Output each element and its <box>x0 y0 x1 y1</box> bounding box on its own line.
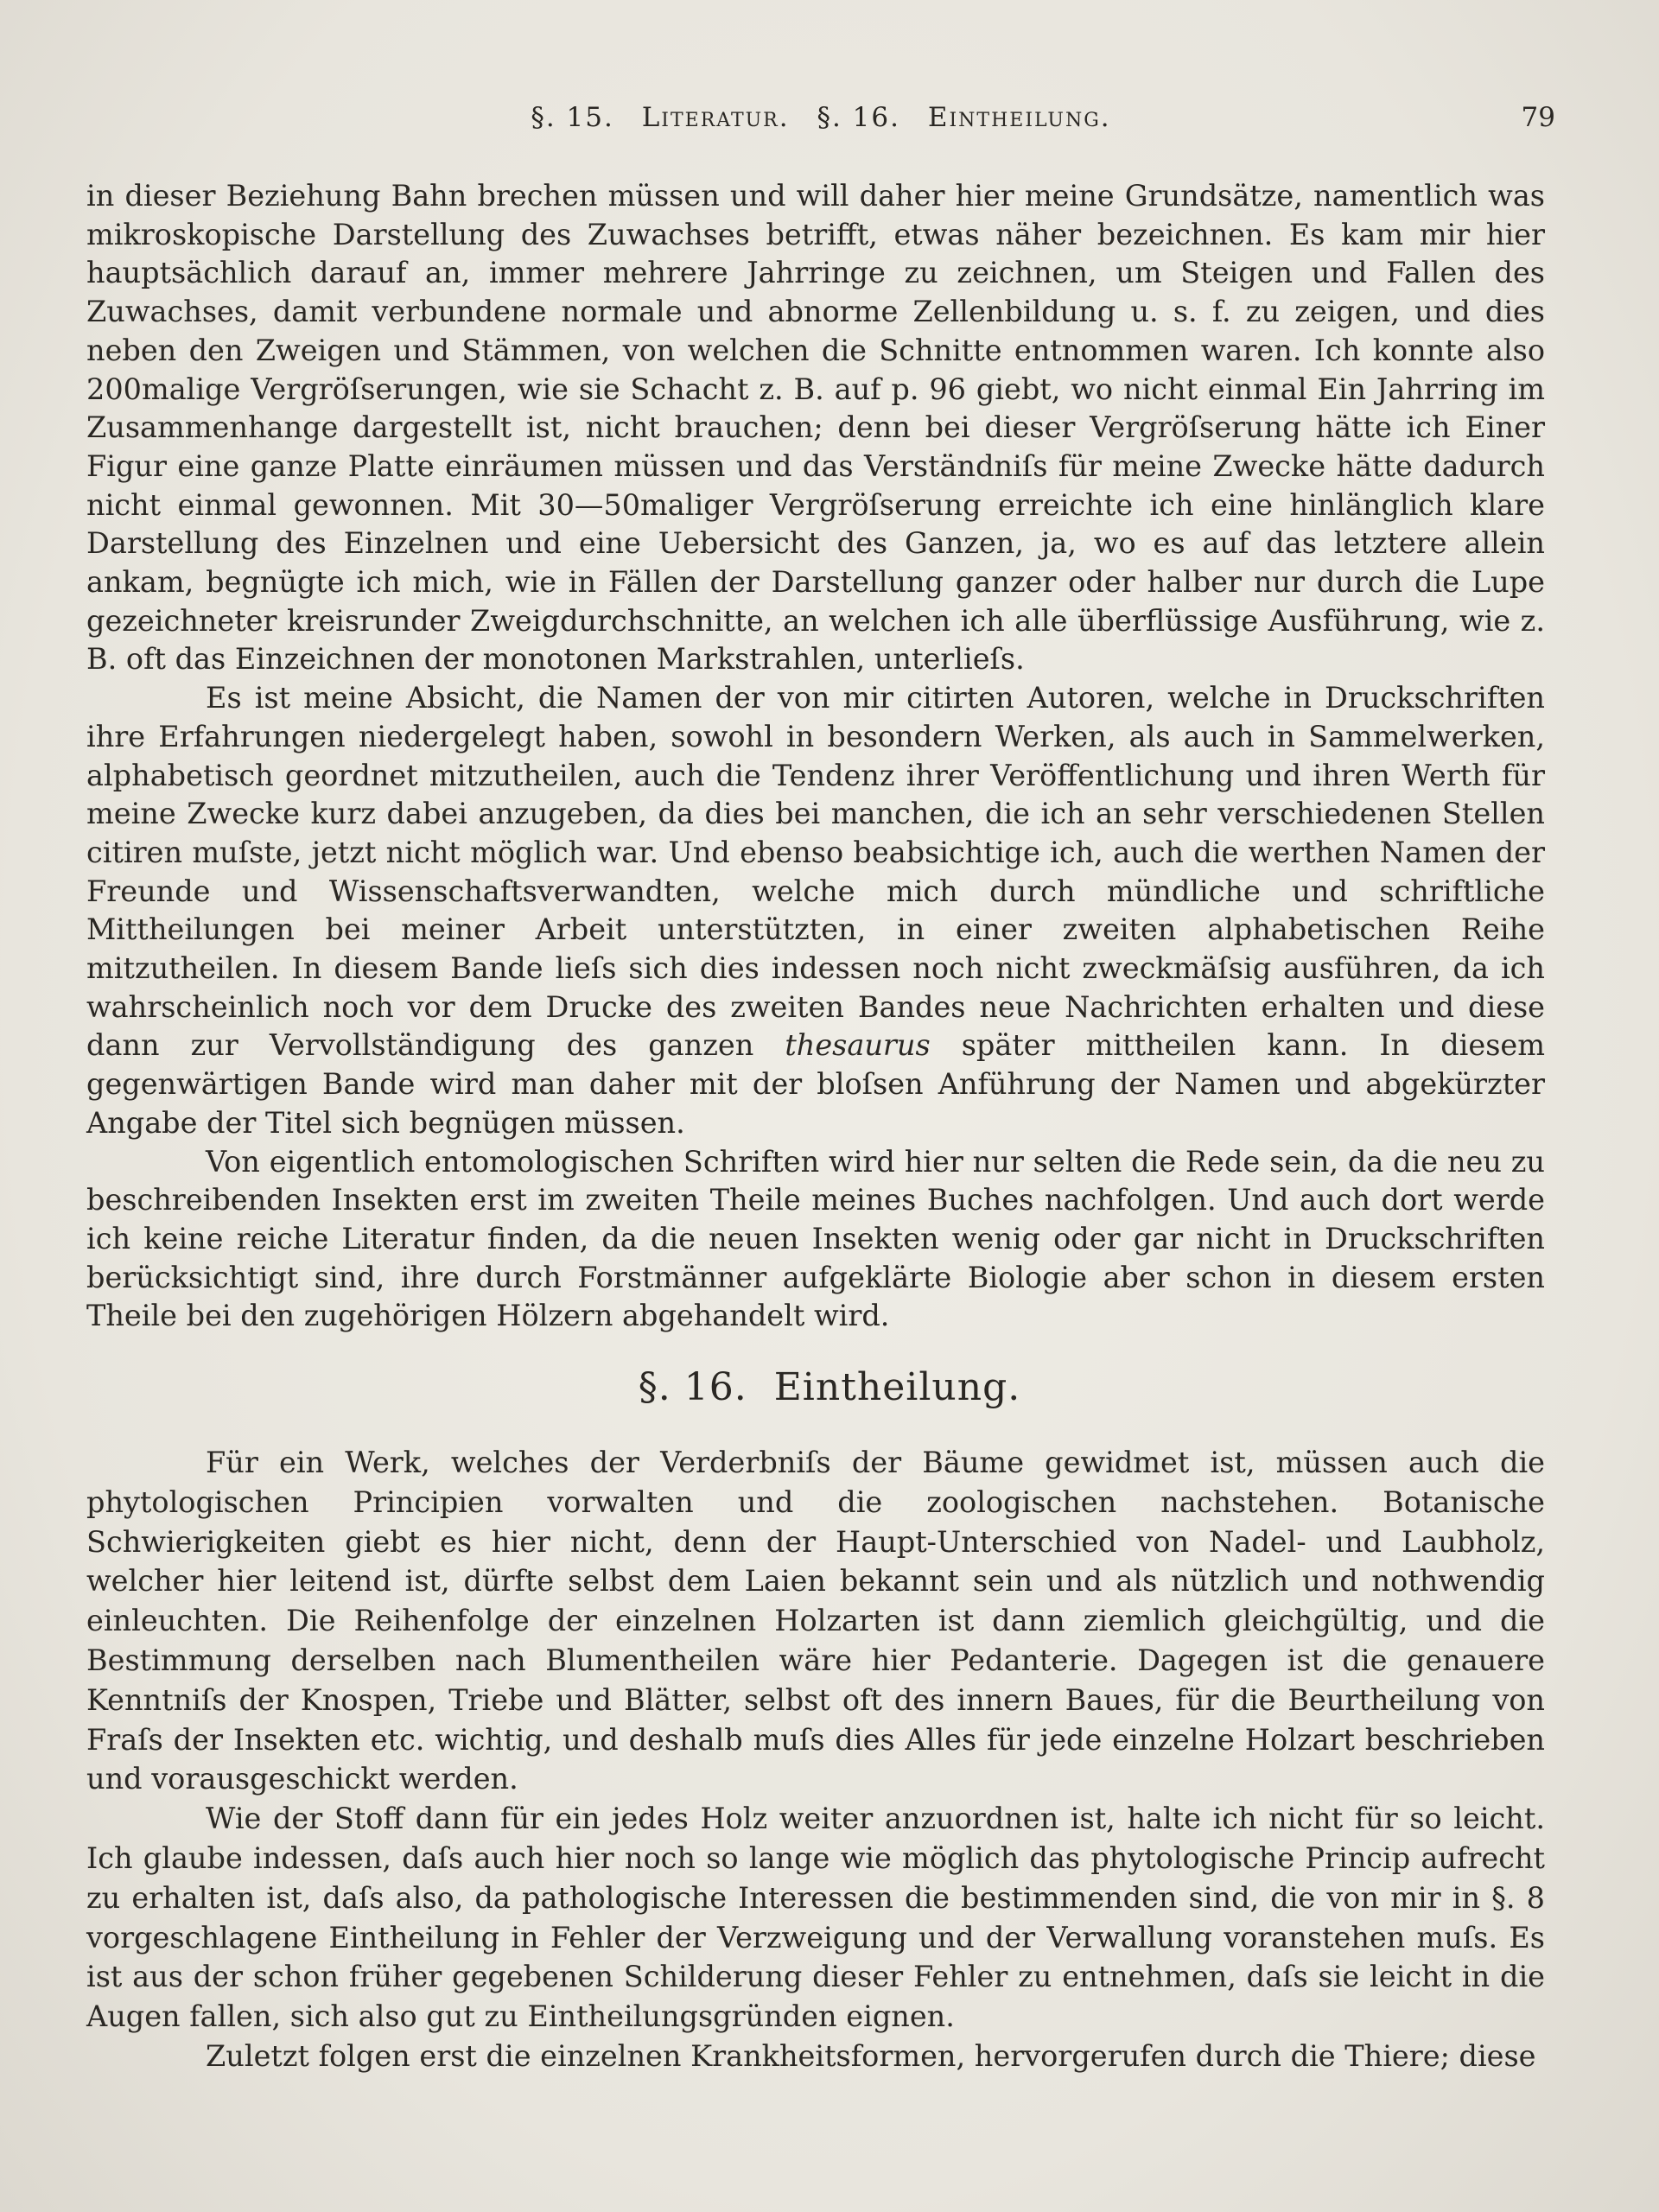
paragraph: Zuletzt folgen erst die einzelnen Krankheitsformen, hervorgerufen durch die Thiere; diese <box>206 2038 1536 2073</box>
running-head-title <box>86 102 1555 133</box>
running-head-section-15: §. 15. <box>531 102 614 133</box>
thesaurus-italic: thesaurus <box>785 1028 931 1063</box>
paragraph: Von eigentlich entomologischen Schriften wird hier nur selten die Rede sein, da die neu zu beschreibenden Insekten erst im zweiten Theile meines Buches nachfolgen. Und auch dort werde ich keine reiche Literatur finden, da die neuen Insekten wenig oder gar nicht in Druckschriften berücksichtigt sind, ihre durch Forstmänner aufgeklärte Biologie aber schon in diesem ersten Theile bei den zugehörigen Hölzern abgehandelt wird. <box>86 1144 1545 1333</box>
paragraph: Für ein Werk, welches der Verderbniſs der Bäume gewidmet ist, müssen auch die phytologischen Principien vorwalten und die zoologischen nachstehen. Botanische Schwierigkeiten giebt es hier nicht, denn der Haupt-Unterschied von Nadel- und Laubholz, welcher hier leitend ist, dürfte selbst dem Laien bekannt sein und als nützlich und nothwendig einleuchten. Die Reihenfolge der einzelnen Holzarten ist dann ziemlich gleichgültig, und die Bestimmung derselben nach Blumentheilen wäre hier Pedanterie. Dagegen ist die genauere Kenntniſs der Knospen, Triebe und Blätter, selbst oft des innern Baues, für die Beurtheilung von Fraſs der Insekten etc. wichtig, und deshalb muſs dies Alles für jede einzelne Holzart beschrieben und vorausgeschickt werden. <box>86 1446 1545 1796</box>
running-head <box>86 102 1555 142</box>
paragraph: Wie der Stoff dann für ein jedes Holz weiter anzuordnen ist, halte ich nicht für so leicht. Ich glaube indessen, daſs auch hier noch so lange wie möglich das phytologische Princip aufrecht zu erhalten ist, daſs also, da pathologische Interessen die bestimmenden sind, die von mir in §. 8 vorgeschlagene Eintheilung in Fehler der Verzweigung und der Verwallung voranstehen muſs. Es ist aus der schon früher gegebenen Schilderung dieser Fehler zu entnehmen, daſs sie leicht in die Augen fallen, sich also gut zu Eintheilungsgründen eignen. <box>86 1802 1545 2034</box>
running-head-literatur: Literatur. <box>641 102 790 133</box>
paragraph <box>86 679 1545 1142</box>
running-head-eintheilung: Eintheilung. <box>927 102 1111 133</box>
paragraph: in dieser Beziehung Bahn brechen müssen und will daher hier meine Grundsätze, namentlich was mikroskopische Darstellung des Zuwachses betrifft, etwas näher bezeichnen. Es kam mir hier hauptsächlich darauf an, immer mehrere Jahrringe zu zeichnen, um Steigen und Fallen des Zuwachses, damit verbundene normale und abnorme Zellenbildung u. s. f. zu zeigen, und dies neben den Zweigen und Stämmen, von welchen die Schnitte entnommen waren. Ich konnte also 200malige Vergröſserungen, wie sie Schacht z. B. auf p. 96 giebt, wo nicht einmal Ein Jahrring im Zusammenhange dargestellt ist, nicht brauchen; denn bei dieser Vergröſserung hätte ich Einer Figur eine ganze Platte einräumen müssen und das Verständniſs für meine Zwecke hätte dadurch nicht einmal gewonnen. Mit 30—50maliger Vergröſserung erreichte ich eine hinlänglich klare Darstellung des Einzelnen und eine Uebersicht des Ganzen, ja, wo es auf das letztere allein ankam, begnügte ich mich, wie in Fällen der Darstellung ganzer oder halber nur durch die Lupe gezeichneter kreisrunder Zweigdurchschnitte, an welchen ich alle überflüssige Ausführung, wie z. B. oft das Einzeichnen der monotonen Markstrahlen, unterlieſs. <box>86 179 1545 677</box>
page-number: 79 <box>1521 102 1555 133</box>
section-16-text <box>86 1443 1545 2076</box>
paragraph-text: später mittheilen kann. In diesem gegenwärtigen Bande wird man daher mit der bloſsen Anführung der Namen und abgekürzter Angabe der Titel sich begnügen müssen. <box>86 1028 1546 1140</box>
section-16-number: §. 16. <box>638 1365 747 1409</box>
section-15-text <box>86 177 1545 1336</box>
section-16-heading <box>0 1365 1659 1409</box>
running-head-section-16: §. 16. <box>817 102 900 133</box>
paragraph-text: Es ist meine Absicht, die Namen der von mir citirten Autoren, welche in Druckschriften ihre Erfahrungen niedergelegt haben, sowohl in besondern Werken, als auch in Sammelwerken, alphabetisch geordnet mitzutheilen, auch die Tendenz ihrer Veröffentlichung und ihren Werth für meine Zwecke kurz dabei anzugeben, da dies bei manchen, die ich an sehr verschiedenen Stellen citiren muſste, jetzt nicht möglich war. Und ebenso beabsichtige ich, auch die werthen Namen der Freunde und Wissenschaftsverwandten, welche mich durch mündliche und schriftliche Mittheilungen bei meiner Arbeit unterstützten, in einer zweiten alphabetischen Reihe mitzutheilen. In diesem Bande lieſs sich dies indessen noch nicht zweckmäſsig ausführen, da ich wahrscheinlich noch vor dem Drucke des zweiten Bandes neue Nachrichten erhalten und diese dann zur Vervollständigung des ganzen <box>86 681 1545 1063</box>
section-16-title: Eintheilung. <box>773 1365 1021 1409</box>
